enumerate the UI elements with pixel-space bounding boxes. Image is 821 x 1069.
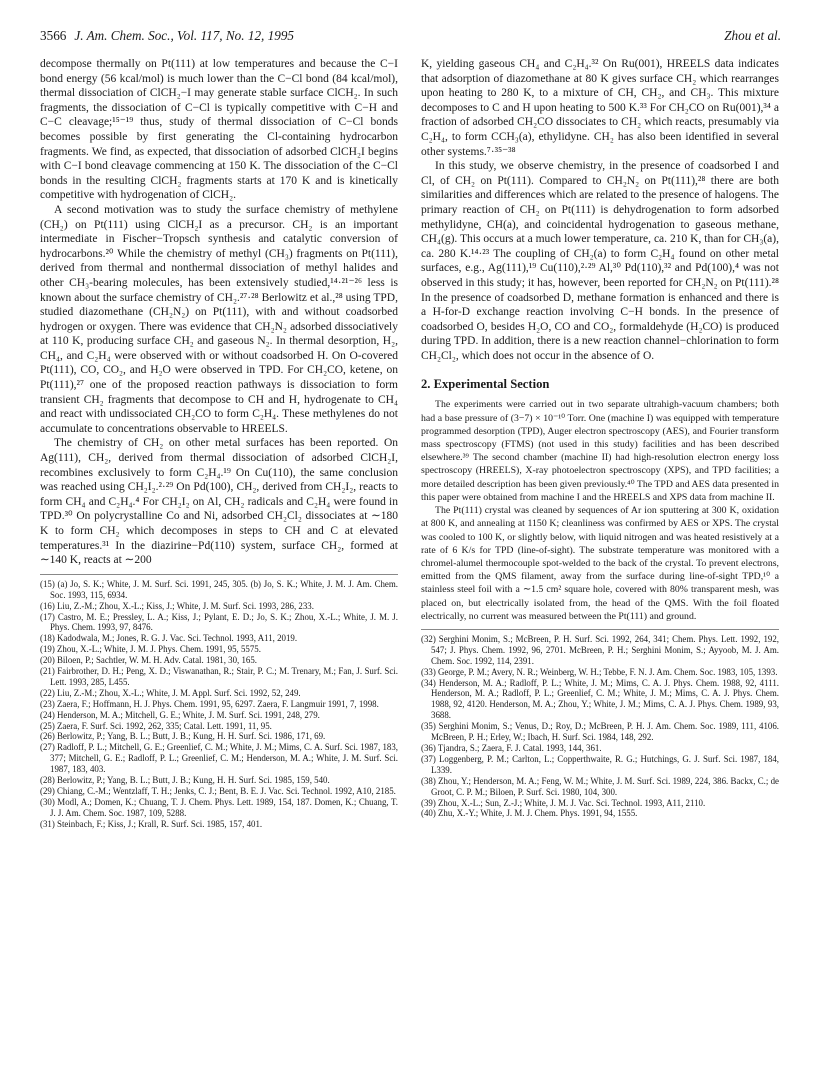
reference-item: (20) Biloen, P.; Sachtler, W. M. H. Adv. Catal. 1981, 30, 165. — [40, 655, 257, 666]
reference-item: (30) Modl, A.; Domen, K.; Chuang, T. J. Chem. Phys. Lett. 1989, 154, 187. Domen, K.; Chuang, T. J. J. Am. Chem. Soc. 1987, 109, 5288. — [40, 796, 398, 818]
paragraph: K, yielding gaseous CH₄ and C₂H₄.³² On Ru(001), HREELS data indicates that adsorption of diazomethane at 80 K gives surface CH₂ which rearranges upon heating to 280 K, to a mixture of CH, CH₂, and CH₃. This mixture decomposes to C and H upon heating to 500 K.³³ For CH₂CO on Ru(001),³⁴ a fraction of adsorbed CH₂CO dissociates to CH₂ which reacts, presumably via C₂H₄, to form CCH₃(a), ethylidyne. CH₂ has also been identified in several other systems.⁷·³⁵⁻³⁸ — [421, 58, 779, 158]
reference-item: (33) George, P. M.; Avery, N. R.; Weinberg, W. H.; Tebbe, F. N. J. Am. Chem. Soc. 1983, 105, 1393. — [421, 666, 778, 677]
reference-item: (39) Zhou, X.-L.; Sun, Z.-J.; White, J. M. J. Vac. Sci. Technol. 1993, A11, 2110. — [421, 797, 706, 808]
reference-item: (32) Serghini Monim, S.; McBreen, P. H. Surf. Sci. 1992, 264, 341; Chem. Phys. Lett. 1992, 192, 547; J. Phys. Chem. 1992, 96, 2701. McBreen, P. H.; Serghini Monim, S.; Ayyoob, M. J. Am. Chem. Soc. 1992, 114, 2391. — [421, 633, 779, 666]
reference-item: (22) Liu, Z.-M.; Zhou, X.-L.; White, J. M. Appl. Surf. Sci. 1992, 52, 249. — [40, 687, 301, 698]
reference-item: (24) Henderson, M. A.; Mitchell, G. E.; White, J. M. Surf. Sci. 1991, 248, 279. — [40, 709, 320, 720]
reference-item: (25) Zaera, F. Surf. Sci. 1992, 262, 335; Catal. Lett. 1991, 11, 95. — [40, 720, 272, 731]
reference-item: (37) Loggenberg, P. M.; Carlton, L.; Copperthwaite, R. G.; Hutchings, G. J. Surf. Sci. 1987, 184, L339. — [421, 753, 779, 775]
running-header — [40, 28, 781, 48]
paragraph: The Pt(111) crystal was cleaned by sequences of Ar ion sputtering at 300 K, oxidation at 800 K, and annealing at 1150 K; cleanliness was confirmed by AES or XPS. The crystal was cooled to 100 K, or slightly below, with liquid nitrogen and was heated resistively at a rate of 6 K/s for TPD (line-of-sight). The substrate temperature was monitored with a chromel-alumel thermocouple spot-welded to the back of the crystal. To prevent electrons, emitted from the QMS filament, away from the surface during line-of-sight TPD,¹⁰ a stainless steel foil with a ∼1.5 cm² square hole, covered with 80% transparent mesh, was placed on, but electrically isolated from, the head of the QMS. With the foil floated electrically, no current was measured between the Pt(111) and ground. — [421, 505, 779, 622]
reference-item: (38) Zhou, Y.; Henderson, M. A.; Feng, W. M.; White, J. M. Surf. Sci. 1989, 224, 386. Backx, C.; de Groot, C. P. M.; Biloen, P. Surf. Sci. 1980, 104, 300. — [421, 775, 779, 797]
reference-item: (35) Serghini Monim, S.; Venus, D.; Roy, D.; McBreen, P. H. J. Am. Chem. Soc. 1989, 111, 4106. McBreen, P. H.; Erley, W.; Ibach, H. Surf. Sci. 1984, 148, 292. — [421, 721, 779, 743]
journal-citation: J. Am. Chem. Soc., Vol. 117, No. 12, 1995 — [74, 28, 295, 43]
references-right — [421, 629, 779, 819]
reference-item: (15) (a) Jo, S. K.; White, J. M. Surf. Sci. 1991, 245, 305. (b) Jo, S. K.; White, J. M. J. Am. Chem. Soc. 1993, 115, 6934. — [40, 578, 398, 600]
reference-item: (31) Steinbach, F.; Kiss, J.; Krall, R. Surf. Sci. 1985, 157, 401. — [40, 818, 263, 829]
paragraph: The experiments were carried out in two separate ultrahigh-vacuum chambers; both had a base pressure of (3−7) × 10⁻¹⁰ Torr. One (machine I) was equipped with temperature programmed desorption (TPD), Auger electron spectroscopy (AES), and Fourier transform mass spectroscopy (FTMS) (not used in this study) facilities and has been described elsewhere.³⁹ The second chamber (machine II) had high-resolution electron energy loss spectroscopy (HREELS), X-ray photoelectron spectroscopy (XPS), and TPD facilities; a more detailed description has been given previously.⁴⁰ The TPD and AES data presented in this paper were obtained from machine I and the HREELS and XPS data from machine II. — [421, 399, 779, 503]
references-left — [40, 574, 398, 830]
reference-item: (23) Zaera, F.; Hoffmann, H. J. Phys. Chem. 1991, 95, 6297. Zaera, F. Langmuir 1991, 7, 1998. — [40, 698, 379, 709]
reference-item: (34) Henderson, M. A.; Radloff, P. L.; White, J. M.; Mims, C. A. J. Phys. Chem. 1988, 92, 4111. Henderson, M. A.; Radloff, P. L.; Greenlief, C. M.; White, J. M.; Mims, C. A. J. Phys. Chem. 1988, 92, 4120. Henderson, M. A.; Zhou, Y.; White, J. M.; Mims, C. A. J. Phys. Chem. 1989, 93, 3688. — [421, 677, 779, 721]
reference-item: (36) Tjandra, S.; Zaera, F. J. Catal. 1993, 144, 361. — [421, 742, 602, 753]
reference-item: (40) Zhu, X.-Y.; White, J. M. J. Chem. Phys. 1991, 94, 1555. — [421, 808, 638, 819]
header-authors: Zhou et al. — [724, 28, 781, 43]
reference-item: (17) Castro, M. E.; Pressley, L. A.; Kiss, J.; Pylant, E. D.; Jo, S. K.; Zhou, X.-L.; White, J. M. J. Phys. Chem. 1993, 97, 8476. — [40, 611, 398, 633]
reference-item: (16) Liu, Z.-M.; Zhou, X.-L.; Kiss, J.; White, J. M. Surf. Sci. 1993, 286, 233. — [40, 600, 314, 611]
reference-item: (29) Chiang, C.-M.; Wentzlaff, T. H.; Jenks, C. J.; Bent, B. E. J. Vac. Sci. Technol. 1992, A10, 2185. — [40, 786, 396, 796]
reference-item: (26) Berlowitz, P.; Yang, B. L.; Butt, J. B.; Kung, H. H. Surf. Sci. 1986, 171, 69. — [40, 731, 326, 742]
reference-item: (18) Kadodwala, M.; Jones, R. G. J. Vac. Sci. Technol. 1993, A11, 2019. — [40, 633, 298, 644]
paragraph: The chemistry of CH₂ on other metal surfaces has been reported. On Ag(111), CH₂, derived from thermal dissociation of adsorbed ClCH₂I, recombines exclusively to form C₂H₄.¹⁹ On Cu(110), the same conclusion was reached using CH₂I₂.²·²⁹ On Pd(100), CH₂, derived from CH₂I₂, reacts to form CH₄ and C₂H₄.⁴ For CH₂I₂ on Al, CH₂ radicals and C₂H₄ were found in TPD.³⁰ On polycrystalline Co and Ni, adsorbed CH₂Cl₂ dissociates at ∼180 K to form CH₂ which decomposes in steps to CH and C at elevated temperatures.³¹ In the diazirine−Pd(110) system, surface CH₂, formed at ∼140 K, reacts at ∼200 — [40, 437, 398, 567]
paragraph: decompose thermally on Pt(111) at low temperatures and because the C−I bond energy (56 kcal/mol) is much lower than the C−Cl bond (84 kcal/mol), thermal dissociation of ClCH₂−I may generate stable surface ClCH₂. In such fragments, the dissociation of C−Cl is typically competitive with C−H and C−C cleavage;¹⁵⁻¹⁹ thus, study of thermal dissociation of C−Cl bonds becomes possible by first generating the Cl-containing hydrocarbon fragments. We find, as expected, that dissociation of adsorbed ClCH₂I begins with C−I bond cleavage commencing at 150 K. The dissociation of the C−Cl bonds in the resulting ClCH₂ fragments starts at 170 K and is kinetically competitive with hydrogenation of ClCH₂. — [40, 58, 398, 202]
reference-item: (19) Zhou, X.-L.; White, J. M. J. Phys. Chem. 1991, 95, 5575. — [40, 644, 261, 655]
paragraph: In this study, we observe chemistry, in the presence of coadsorbed I and Cl, of CH₂ on Pt(111). Compared to CH₂N₂ on Pt(111),²⁸ there are both similarities and differences which are related to the presence of halogens. The primary reaction of CH₂ on Pt(111) is dehydrogenation to form adsorbed methylidyne, CH(a), and coincidental hydrogenation to gaseous methane, CH₄(g). This occurs at a much lower temperature, ca. 210 K, than for CH₃(a), ca. 280 K.¹⁴·²³ The coupling of CH₂(a) to form C₂H₄ found on other metal surfaces, e.g., Ag(111),¹⁹ Cu(110),²·²⁹ Al,³⁰ Pd(110),³² and Pd(100),⁴ was not observed in this study; it has, however, been reported for CH₂N₂ on Pt(111).²⁸ In the presence of coadsorbed D, methane formation is enhanced and there is a H-for-D exchange reaction involving C−H bonds. In the presence of coadsorbed O, besides H₂O, CO and CO₂, formaldehyde (H₂CO) is produced during TPD. In addition, there is a new reaction channel−chlorination to form CH₂Cl₂, which does not occur in the absence of O. — [421, 160, 779, 362]
right-column — [421, 57, 779, 819]
header-left — [40, 28, 294, 44]
reference-item: (21) Fairbrother, D. H.; Peng, X. D.; Viswanathan, R.; Stair, P. C.; M. Trenary, M.; Fan, J. Surf. Sci. Lett. 1993, 285, L455. — [40, 666, 398, 687]
page-number: 3566 — [40, 28, 67, 43]
reference-item: (27) Radloff, P. L.; Mitchell, G. E.; Greenlief, C. M.; White, J. M.; Mims, C. A. Surf. Sci. 1987, 183, 377; Mitchell, G. E.; Radloff, P. L.; Greenlief, C. M.; Henderson, M. A.; White, J. M. Surf. Sci. 1987, 183, 403. — [40, 742, 398, 775]
reference-item: (28) Berlowitz, P.; Yang, B. L.; Butt, J. B.; Kung, H. H. Surf. Sci. 1985, 159, 540. — [40, 775, 330, 786]
left-column — [40, 57, 398, 830]
section-heading: 2. Experimental Section — [421, 377, 550, 392]
paragraph: A second motivation was to study the surface chemistry of methylene (CH₂) on Pt(111) using ClCH₂I as a precursor. CH₂ is an important intermediate in Fischer−Tropsch synthesis and catalytic conversion of hydrocarbons.²⁰ While the chemistry of methyl (CH₃) fragments on Pt(111), derived from thermal and nonthermal dissociation of methyl halides and other CH₃-bearing molecules, has been extensively studied,¹⁴·²¹⁻²⁶ less is known about the surface chemistry of CH₂.²⁷·²⁸ Berlowitz et al.,²⁸ using TPD, studied diazomethane (CH₂N₂) on Pt(111), with and without coadsorbed hydrogen or oxygen. There was evidence that CH₂N₂ adsorbed dissociatively at 110 K, producing surface CH₂ and gaseous N₂. In thermal desorption, H₂, CH₄, and C₂H₄ were observed with or without coadsorbed H. On O-covered Pt(111), CO, CO₂, and H₂O were observed in TPD. For CH₂CO, ketene, on Pt(111),²⁷ one of the proposed reaction pathways is dissociation to form transient CH₂ fragments that decompose to CH and H, hydrogenate to CH₄ and react with undissociated CH₂CO to form C₂H₄. These methylenes do not accumulate to concentrations observable to HREELS. — [40, 203, 398, 435]
